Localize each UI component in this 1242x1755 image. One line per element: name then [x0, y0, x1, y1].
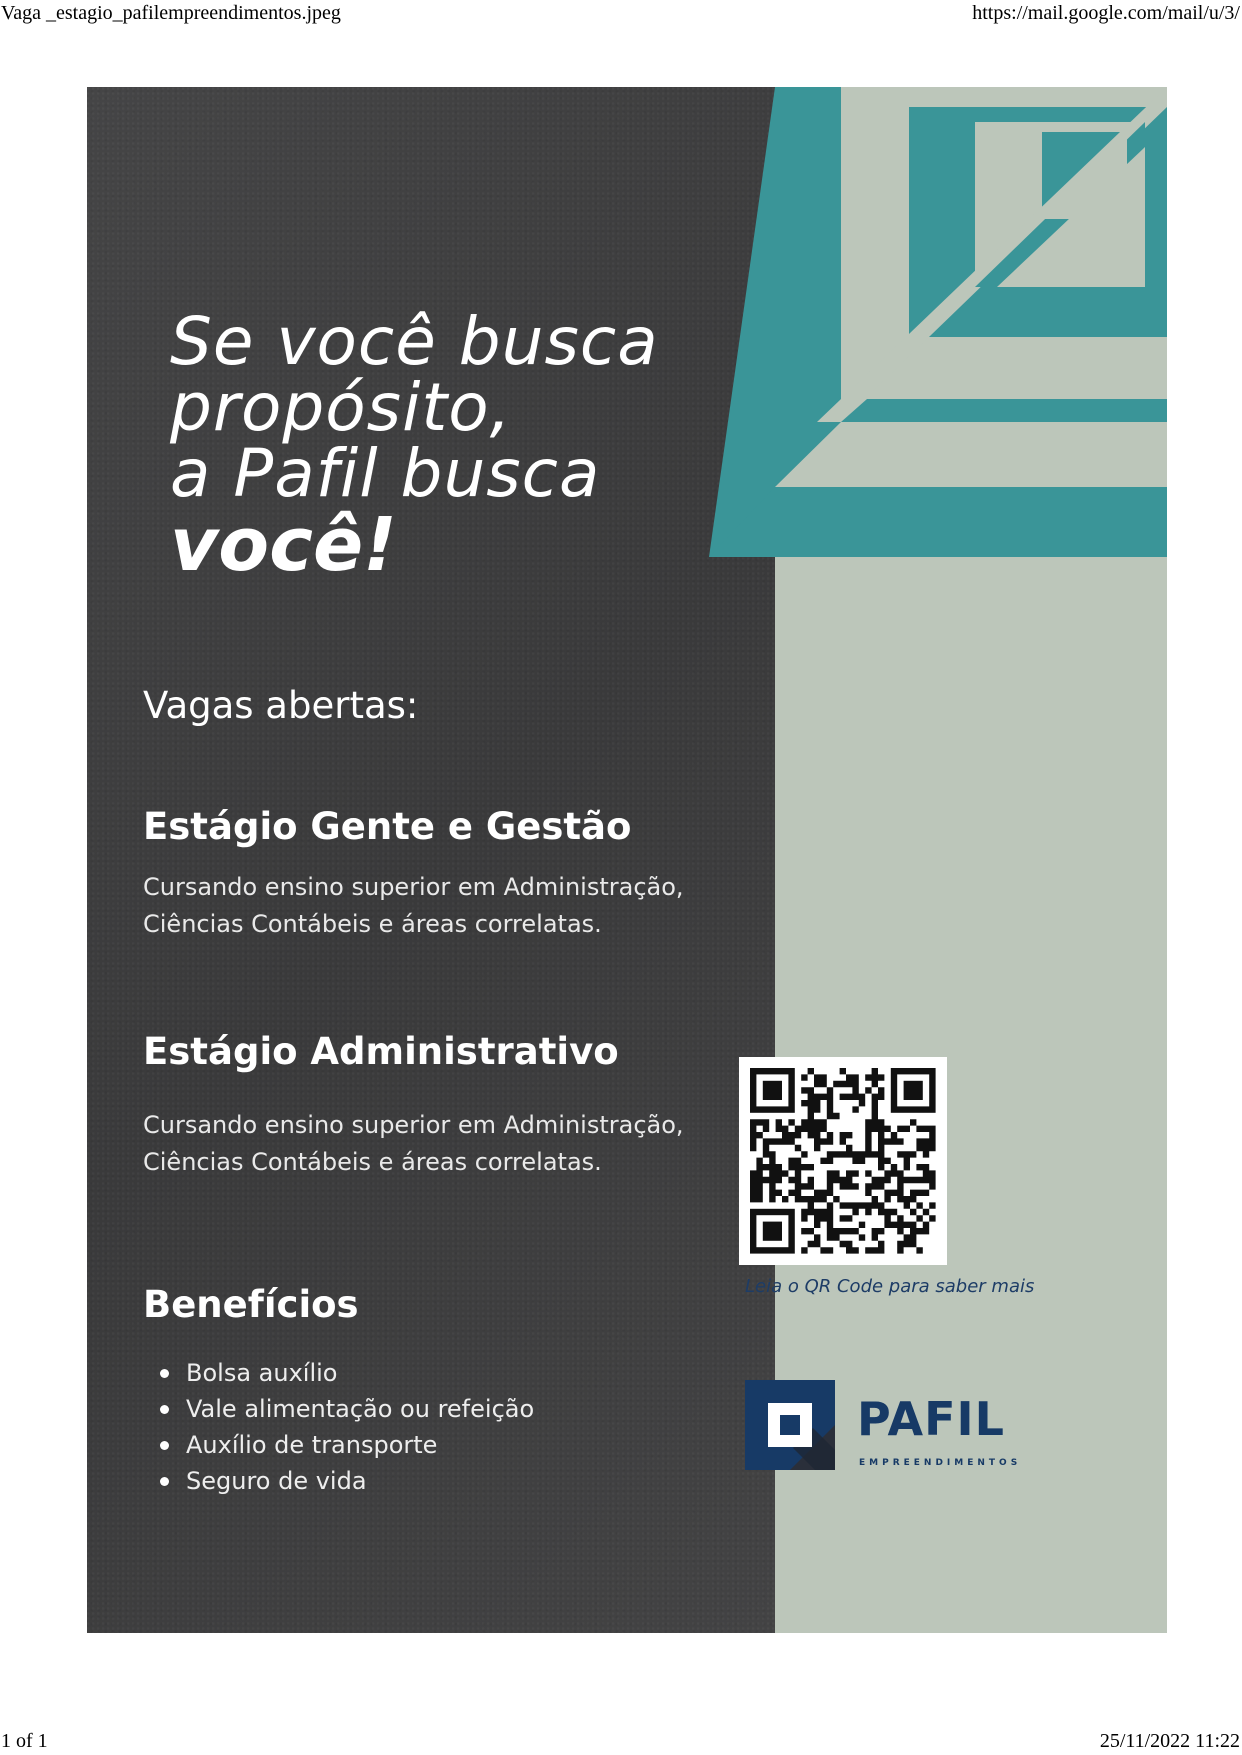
- job-desc-2-line-1: Cursando ensino superior em Administração,: [143, 1111, 684, 1139]
- pafil-logo-subtitle: EMPREENDIMENTOS: [859, 1458, 1022, 1468]
- pafil-logo-name: PAFIL: [857, 1392, 1005, 1446]
- qr-code: [739, 1057, 947, 1265]
- qr-caption: Leia o QR Code para saber mais: [745, 1276, 1035, 1297]
- print-footer-page: 1 of 1: [1, 1730, 48, 1752]
- job-desc-1-line-1: Cursando ensino superior em Administração,: [143, 873, 684, 901]
- headline-line-4: você!: [170, 502, 397, 588]
- headline-line-3: a Pafil busca: [170, 435, 601, 512]
- job-title-2: Estágio Administrativo: [143, 1030, 619, 1073]
- job-desc-2: [143, 1107, 684, 1181]
- headline-line-2: propósito,: [170, 369, 512, 446]
- print-header-url: https://mail.google.com/mail/u/3/: [972, 2, 1240, 24]
- benefit-item: Auxílio de transporte: [143, 1427, 534, 1463]
- benefits-heading: Benefícios: [143, 1283, 359, 1326]
- headline-line-1: Se você busca: [170, 303, 659, 380]
- pafil-logo: [745, 1380, 1045, 1490]
- job-poster: [87, 87, 1167, 1633]
- print-footer-datetime: 25/11/2022 11:22: [1099, 1730, 1240, 1752]
- pafil-logo-mark-icon: [745, 1380, 835, 1470]
- benefit-item: Seguro de vida: [143, 1463, 534, 1499]
- print-header-filename: Vaga _estagio_pafilempreendimentos.jpeg: [1, 2, 341, 24]
- job-title-1: Estágio Gente e Gestão: [143, 805, 632, 848]
- job-desc-2-line-2: Ciências Contábeis e áreas correlatas.: [143, 1148, 602, 1176]
- benefit-item: Vale alimentação ou refeição: [143, 1391, 534, 1427]
- benefit-item: Bolsa auxílio: [143, 1355, 534, 1391]
- job-desc-1: [143, 869, 684, 943]
- vagas-heading: Vagas abertas:: [143, 684, 419, 727]
- poster-headline: [170, 303, 790, 588]
- qr-code-icon: [739, 1057, 947, 1265]
- job-desc-1-line-2: Ciências Contábeis e áreas correlatas.: [143, 910, 602, 938]
- benefits-list: [143, 1355, 534, 1499]
